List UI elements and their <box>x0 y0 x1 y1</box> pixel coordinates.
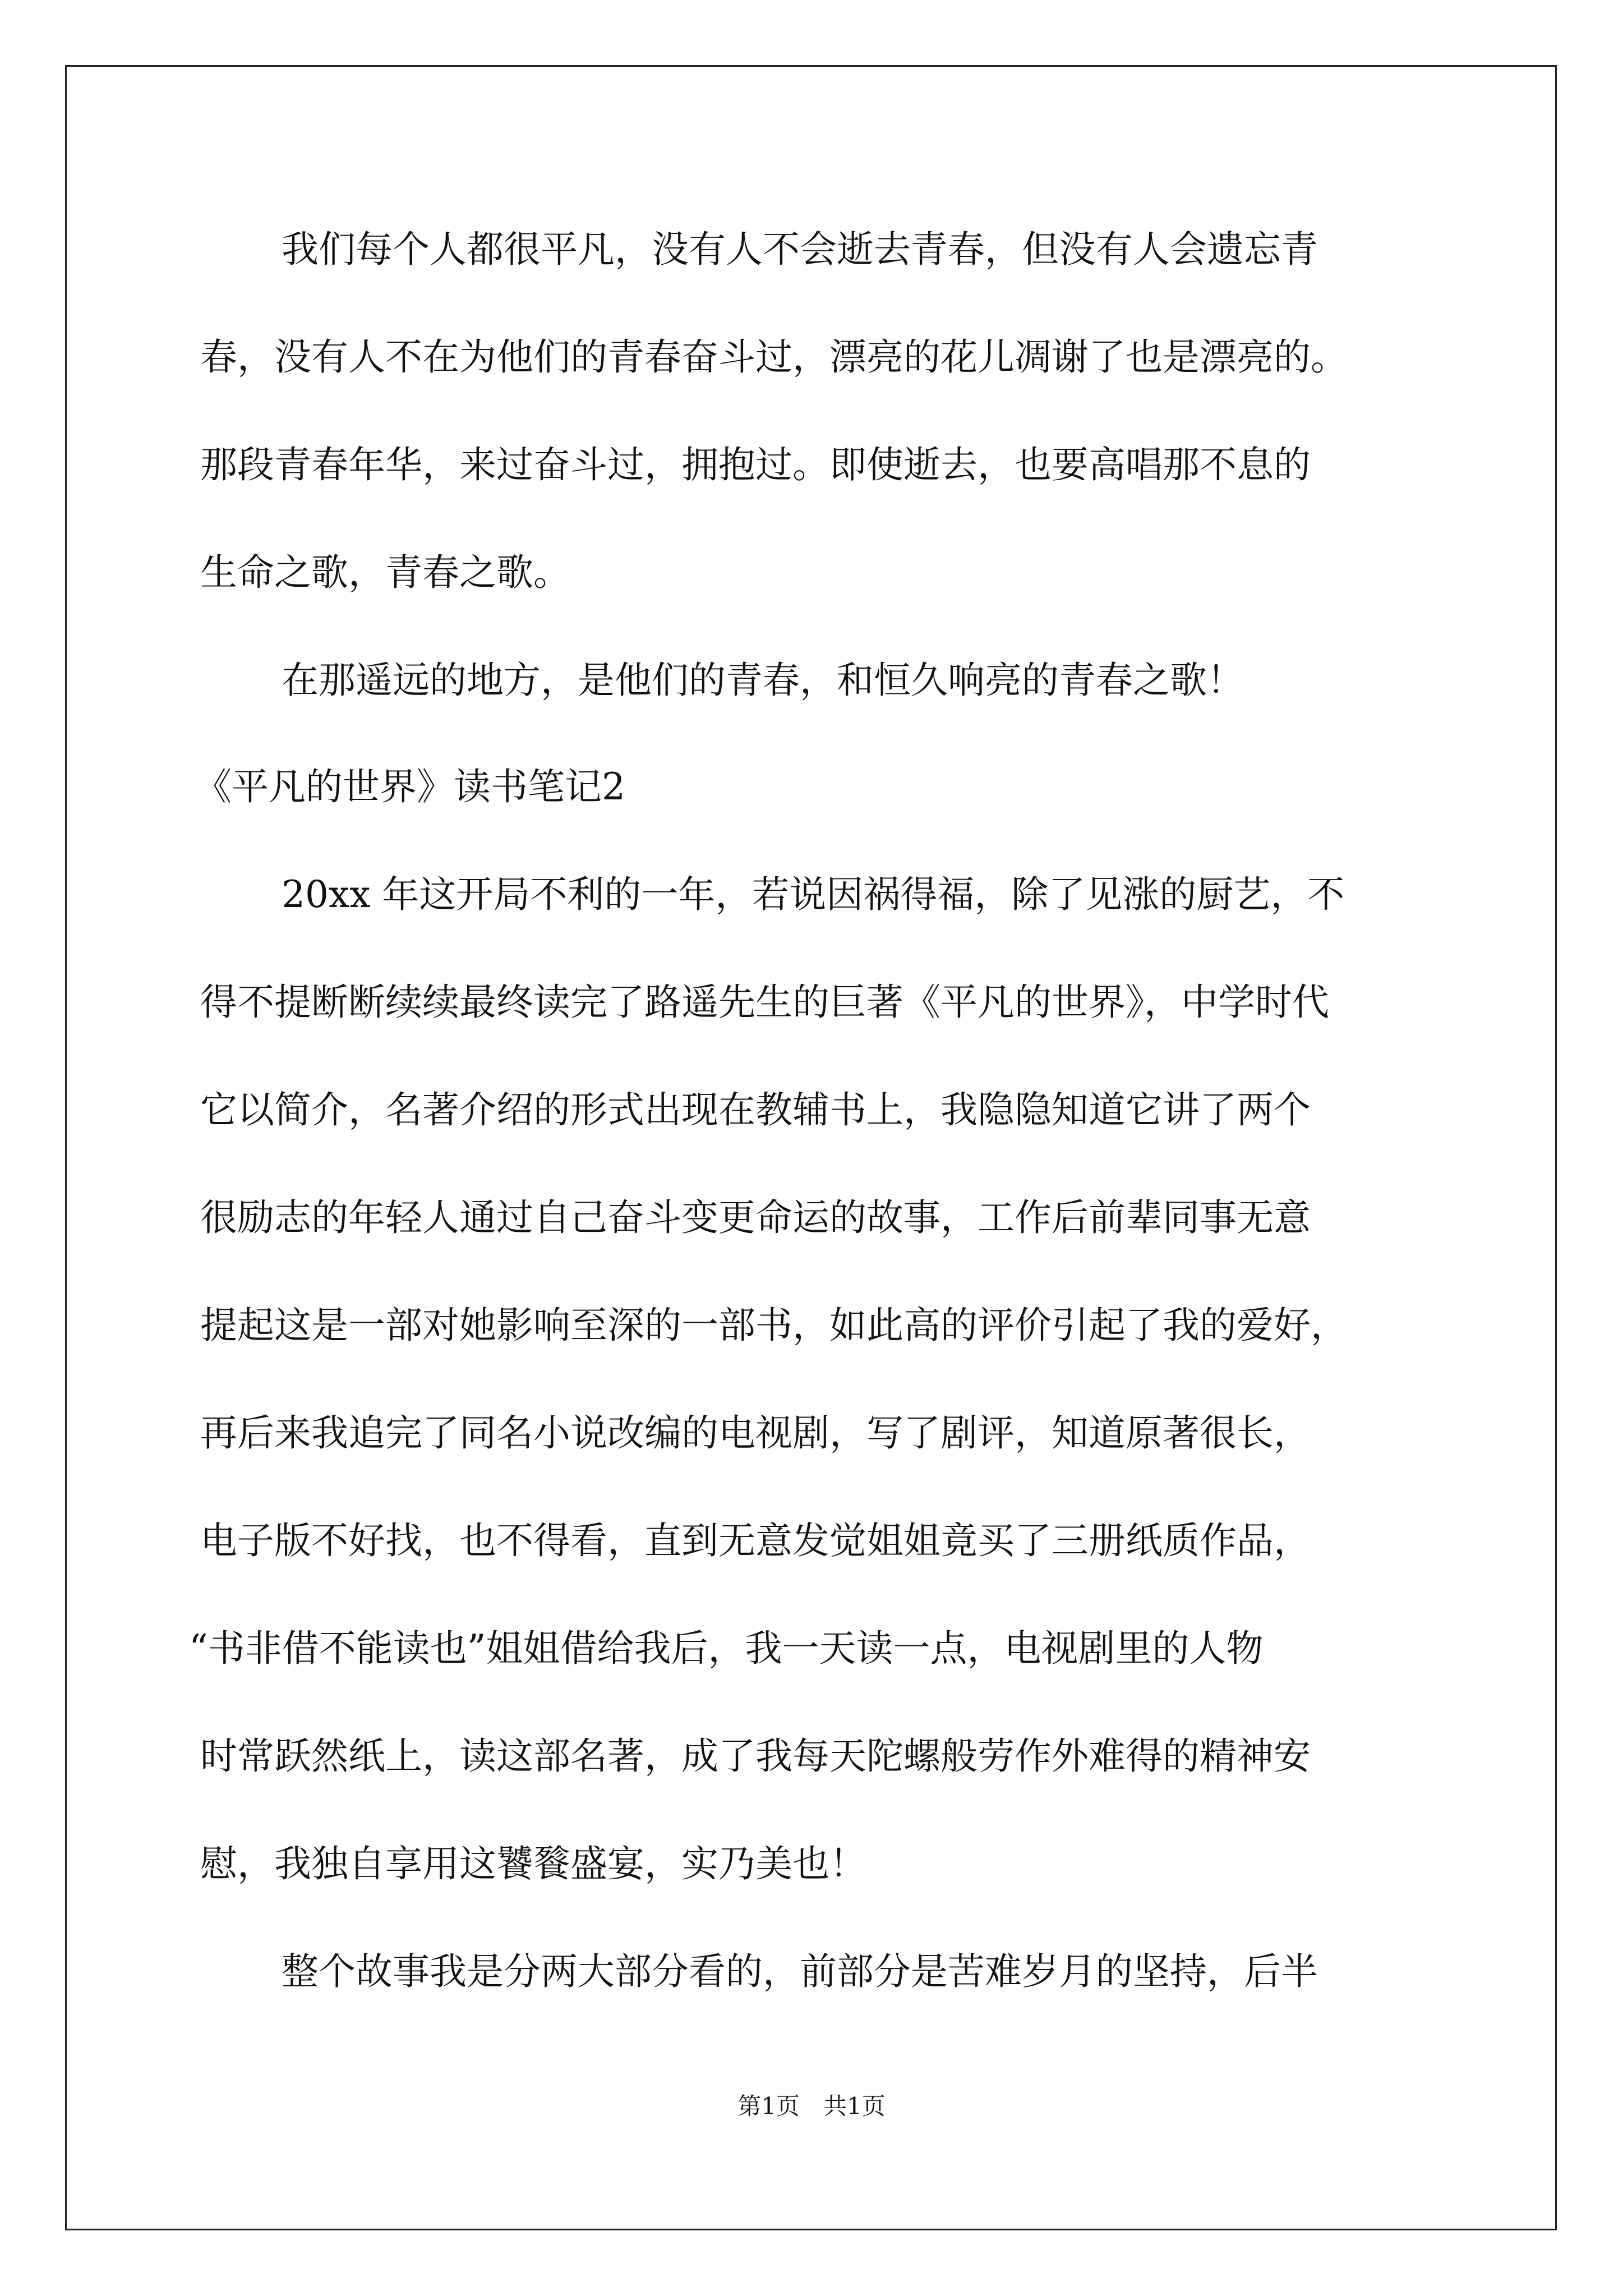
page-footer: 第1页 共1页 <box>737 2092 886 2120</box>
paragraph-line: 我们每个人都很平凡，没有人不会逝去青春，但没有人会遗忘青 <box>282 228 1318 271</box>
paragraph-line: 时常跃然纸上，读这部名著，成了我每天陀螺般劳作外难得的精神安 <box>200 1734 1311 1778</box>
paragraph-line: 很励志的年轻人通过自己奋斗变更命运的故事，工作后前辈同事无意 <box>200 1196 1311 1239</box>
paragraph-line: 得不提断断续续最终读完了路遥先生的巨著《平凡的世界》，中学时代 <box>200 981 1329 1024</box>
paragraph-line: 那段青春年华，来过奋斗过，拥抱过。即使逝去，也要高唱那不息的 <box>200 443 1311 486</box>
paragraph-line: 电子版不好找，也不得看，直到无意发觉姐姐竟买了三册纸质作品， <box>200 1519 1311 1562</box>
paragraph-line: 春，没有人不在为他们的青春奋斗过，漂亮的花儿凋谢了也是漂亮的。 <box>200 335 1348 379</box>
section-heading: 《平凡的世界》读书笔记2 <box>195 765 625 808</box>
paragraph-line: 它以简介，名著介绍的形式出现在教辅书上，我隐隐知道它讲了两个 <box>200 1088 1311 1131</box>
paragraph-line: “书非借不能读也”姐姐借给我后，我一天读一点，电视剧里的人物 <box>189 1627 1264 1670</box>
paragraph-line: 再后来我追完了同名小说改编的电视剧，写了剧评，知道原著很长， <box>200 1411 1311 1455</box>
paragraph-line: 慰，我独自享用这饕餮盛宴，实乃美也！ <box>200 1842 866 1885</box>
paragraph-line: 在那遥远的地方，是他们的青春，和恒久响亮的青春之歌！ <box>282 659 1244 702</box>
paragraph-line: 生命之歌，青春之歌。 <box>200 551 570 594</box>
paragraph-line: 20xx 年这开局不利的一年，若说因祸得福，除了见涨的厨艺，不 <box>282 873 1345 916</box>
page-border <box>65 65 1557 2230</box>
paragraph-line: 整个故事我是分两大部分看的，前部分是苦难岁月的坚持，后半 <box>282 1950 1318 1993</box>
paragraph-line: 提起这是一部对她影响至深的一部书，如此高的评价引起了我的爱好， <box>200 1304 1348 1347</box>
